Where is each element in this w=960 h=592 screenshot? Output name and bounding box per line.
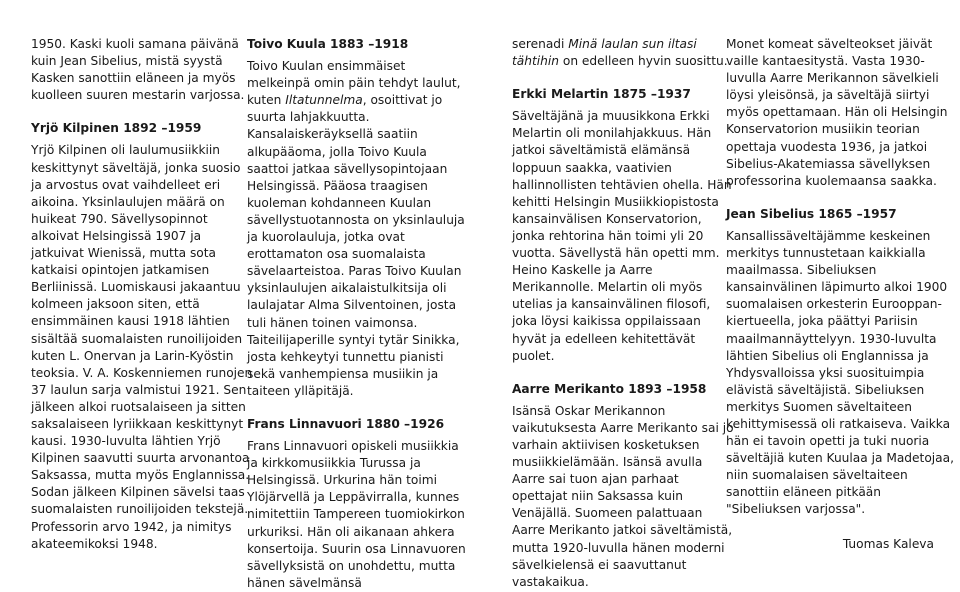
paragraph: Kansallissäveltäjämme keskeinen merkitys tunnustetaan kaikkialla maailmassa. Sibeliuksen kansainvälinen läpimurto alkoi 1900 suomalaisen orkesterin Eurooppan-kiertueella, joka päättyi Pariisin maailmannäyttelyyn. 1930-luvulta lähtien Sibelius oli Englannissa ja Yhdysvalloissa yksi suosituimpia elävistä säveltäjistä. Sibeliuksen merkitys Suomen säveltaiteen kehittymisessä oli ratkaiseva. Vaikka hän ei tavoin opetti ja tuki nuoria säveltäjiä kuten Kuulaa ja Madetojaa, niin suomalaisen säveltaiteen sanottiin eläneen pitkään "Sibeliuksen varjossa". — [726, 228, 954, 517]
section-heading-linnavuori: Frans Linnavuori 1880 –1926 — [247, 416, 445, 431]
text-column-4 — [726, 36, 954, 553]
author-signature: Tuomas Kaleva — [842, 536, 934, 551]
section-heading-kuula: Toivo Kuula 1883 –1918 — [247, 37, 409, 51]
section-heading-kilpinen: Yrjö Kilpinen 1892 –1959 — [31, 121, 202, 136]
song-title: Minä laulan sun iltasi tähtihin — [512, 37, 697, 69]
text-run: serenadi — [512, 37, 569, 51]
section-heading-melartin: Erkki Melartin 1875 –1937 — [512, 87, 691, 102]
paragraph: Monet komeat sävelteokset jäivät vaille kantaesitystä. Vasta 1930-luvulla Aarre Merikannon sävelkieli löysi yleisönsä, ja säveltäjä siirtyi myös opettamaan. Hän oli Helsingin Konservatorion musiikin teorian opettaja vuodesta 1936, ja jatkoi Sibelius-Akatemiassa sävellyksen professorina kuolemaansa saakka. — [726, 37, 948, 188]
paragraph: Säveltäjänä ja muusikkona Erkki Melartin oli monilahjakkuus. Hän jatkoi säveltämistä elämänsä loppuun saakka, vaativien hallinnollisten tehtävien ohella. Hän kehitti Helsingin Musiikkiopistosta kansainvälisen Konservatorion, jonka rehtorina hän toimi yli 20 vuotta. Sävellystä hän opetti mm. Heino Kaskelle ja Aarre Merikannolle. Melartin oli myös utelias ja kansainvälinen filosofi, joka löysi kaikissa oppilaissaan hyvät ja edelleen kehitettävät puolet. — [512, 109, 732, 363]
paragraph: Yrjö Kilpinen oli laulumusiikkiin keskittynyt säveltäjä, jonka suosio ja arvostus ovat vaihdelleet eri aikoina. Yksinlaulujen määrä on huikeat 790. Sävellysopinnot alkoivat Helsingissä 1907 ja jatkuivat Wienissä, mutta sota katkaisi opintojen jatkamisen Berliinissä. Luomiskausi jakaantuu kolmeen jaksoon siten, että ensimmäinen kausi 1918 lähtien sisältää suomalaisten runoilijoiden kuten L. Onervan ja Larin-Kyöstin teoksia. V. A. Koskenniemen runojen 37 laulun sarja valmistui 1921. Sen jälkeen alkoi ruotsalaiseen ja sitten saksalaiseen lyriikkaan keskittynyt kausi. 1930-luvulta lähtien Yrjö Kilpinen saavutti suurta arvonantoa Saksassa, mutta myös Englannissa. Sodan jälkeen Kilpinen sävelsi taas suomalaisten runoilijoiden tekstejä. Professorin arvo 1942, ja nimitys akateemikoksi 1948. — [31, 143, 253, 551]
paragraph: Frans Linnavuori opiskeli musiikkia ja kirkkomusiikkia Turussa ja Helsingissä. Urkurina hän toimi Ylöjärvellä ja Leppävirralla, kunnes nimitettiin Tampereen tuomiokirkon urkuriksi. Hän oli aikanaan ahkera konsertoija. Suurin osa Linnavuoren sävellyksistä on unohdettu, mutta hänen sävelmänsä — [247, 439, 466, 590]
text-run: on edelleen hyvin suosittu. — [558, 54, 728, 69]
paragraph — [247, 58, 471, 400]
paragraph: 1950. Kaski kuoli samana päivänä kuin Jean Sibelius, mistä syystä Kasken sanottiin eläneen ja myös kuolleen suuren mestarin varjossa. — [31, 37, 245, 103]
text-run: Toivo Kuulan ensimmäiset melkeinpä omin päin tehdyt laulut, kuten — [247, 59, 461, 108]
text-column-3 — [512, 36, 736, 591]
text-column-2 — [247, 36, 471, 592]
text-run: , osoittivat jo suurta lahjakkuutta. Kansalaiskeräyksellä saatiin alkupääoma, jolla Toivo Kuula saattoi jatkaa sävellysopintojaan Helsingissä. Pääosa traagisen kuoleman kohdanneen Kuulan sävellystuotannosta on yksinlauluja ja kuorolauluja, jotka ovat erottamaton osa suomalaista sävelaarteistoa. Paras Toivo Kuulan yksinlaulujen aikalaistulkitsija oli laulajatar Alma Silventoinen, josta tuli hänen toinen vaimonsa. Taiteilijaperille syntyi tytär Sinikka, josta kehkeytyi tunnettu pianisti sekä vanhempiensa musiikin ja taiteen ylläpitäjä. — [247, 93, 465, 398]
text-column-1 — [31, 36, 255, 553]
paragraph: Isänsä Oskar Merikannon vaikutuksesta Aarre Merikanto sai jo varhain aktiivisen kosketuksen musiikkielämään. Isänsä avulla Aarre sai tuon ajan parhaat opettajat niin Saksassa kuin Venäjällä. Suomeen palattuaan Aarre Merikanto jatkoi säveltämistä, mutta 1920-luvulla hänen moderni sävelkielensä ei saavuttanut vastakaikua. — [512, 403, 734, 589]
song-title: Iltatunnelma — [285, 93, 363, 108]
section-heading-sibelius: Jean Sibelius 1865 –1957 — [726, 206, 897, 221]
paragraph — [512, 36, 736, 70]
section-heading-merikanto: Aarre Merikanto 1893 –1958 — [512, 381, 707, 396]
